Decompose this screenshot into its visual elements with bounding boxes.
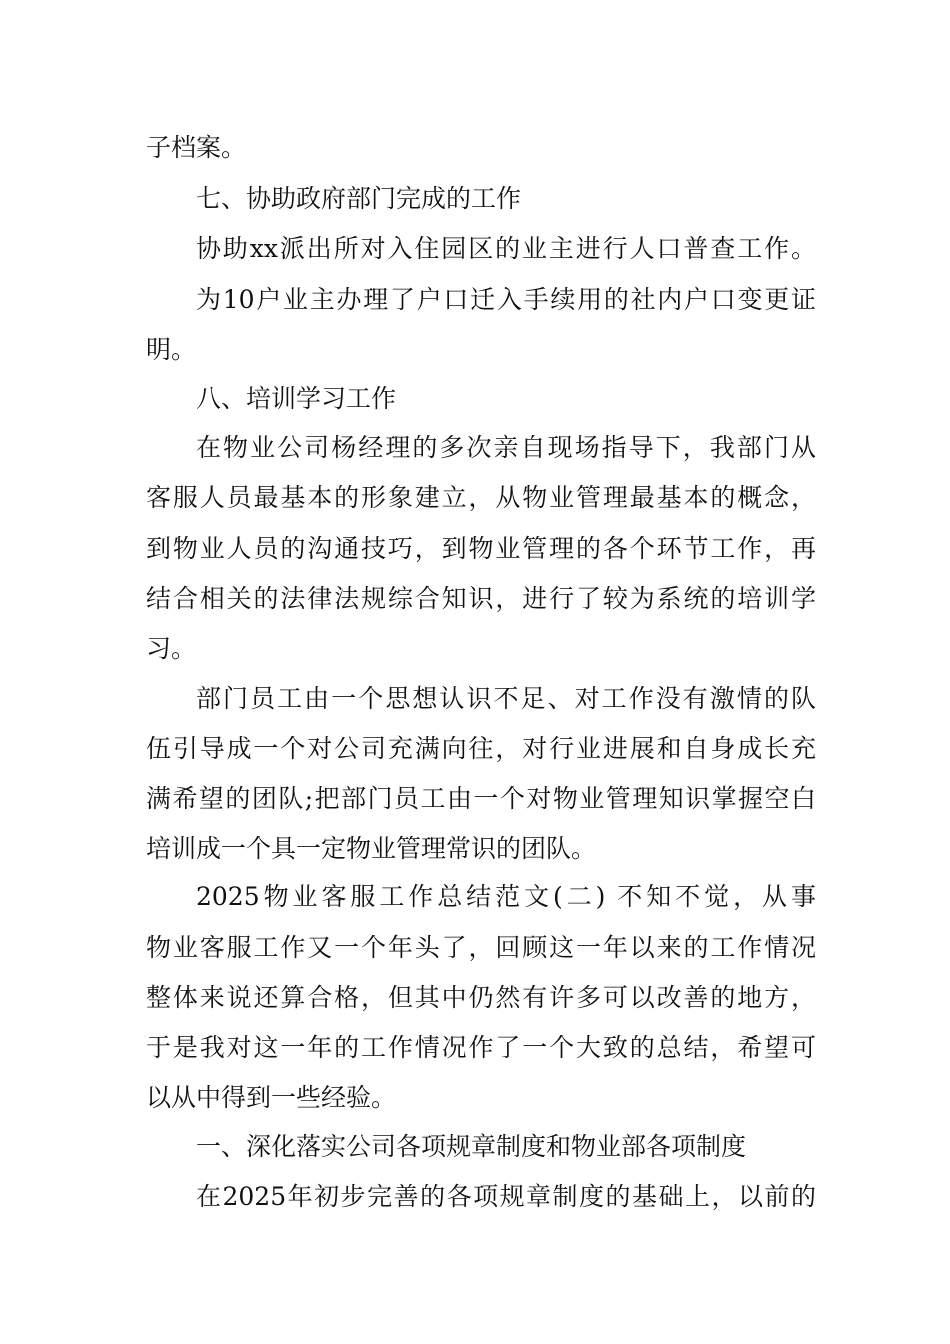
- paragraph-line: 满希望的团队;把部门员工由一个对物业管理知识掌握空白: [146, 784, 816, 813]
- paragraph-line: 在2025年初步完善的各项规章制度的基础上，以前的: [196, 1182, 816, 1211]
- paragraph-line: 到物业人员的沟通技巧，到物业管理的各个环节工作，再: [146, 534, 816, 563]
- paragraph-line: 明。: [146, 335, 197, 364]
- paragraph-line: 在物业公司杨经理的多次亲自现场指导下，我部门从: [196, 433, 816, 462]
- paragraph-line: 为10户业主办理了户口迁入手续用的社内户口变更证: [196, 285, 816, 314]
- paragraph-line: 部门员工由一个思想认识不足、对工作没有激情的队: [196, 684, 816, 713]
- section-heading: 一、深化落实公司各项规章制度和物业部各项制度: [196, 1132, 747, 1161]
- paragraph-line: 结合相关的法律法规综合知识，进行了较为系统的培训学: [146, 584, 816, 613]
- paragraph-line: 协助xx派出所对入住园区的业主进行人口普查工作。: [196, 234, 816, 263]
- section-heading: 八、培训学习工作: [196, 384, 397, 413]
- paragraph-line: 整体来说还算合格，但其中仍然有许多可以改善的地方，: [146, 983, 816, 1012]
- paragraph-line: 习。: [146, 634, 197, 663]
- paragraph-line: 于是我对这一年的工作情况作了一个大致的总结，希望可: [146, 1033, 816, 1062]
- paragraph-line: 培训成一个具一定物业管理常识的团队。: [146, 834, 597, 863]
- paragraph-line: 子档案。: [146, 133, 247, 162]
- paragraph-line: 物业客服工作又一个年头了，回顾这一年以来的工作情况: [146, 933, 816, 962]
- paragraph-line: 伍引导成一个对公司充满向往，对行业进展和自身成长充: [146, 734, 816, 763]
- paragraph-line: 以从中得到一些经验。: [146, 1083, 397, 1112]
- paragraph-line: 2025物业客服工作总结范文(二) 不知不觉，从事: [196, 882, 816, 911]
- paragraph-line: 客服人员最基本的形象建立，从物业管理最基本的概念，: [146, 483, 816, 512]
- section-heading: 七、协助政府部门完成的工作: [196, 184, 522, 213]
